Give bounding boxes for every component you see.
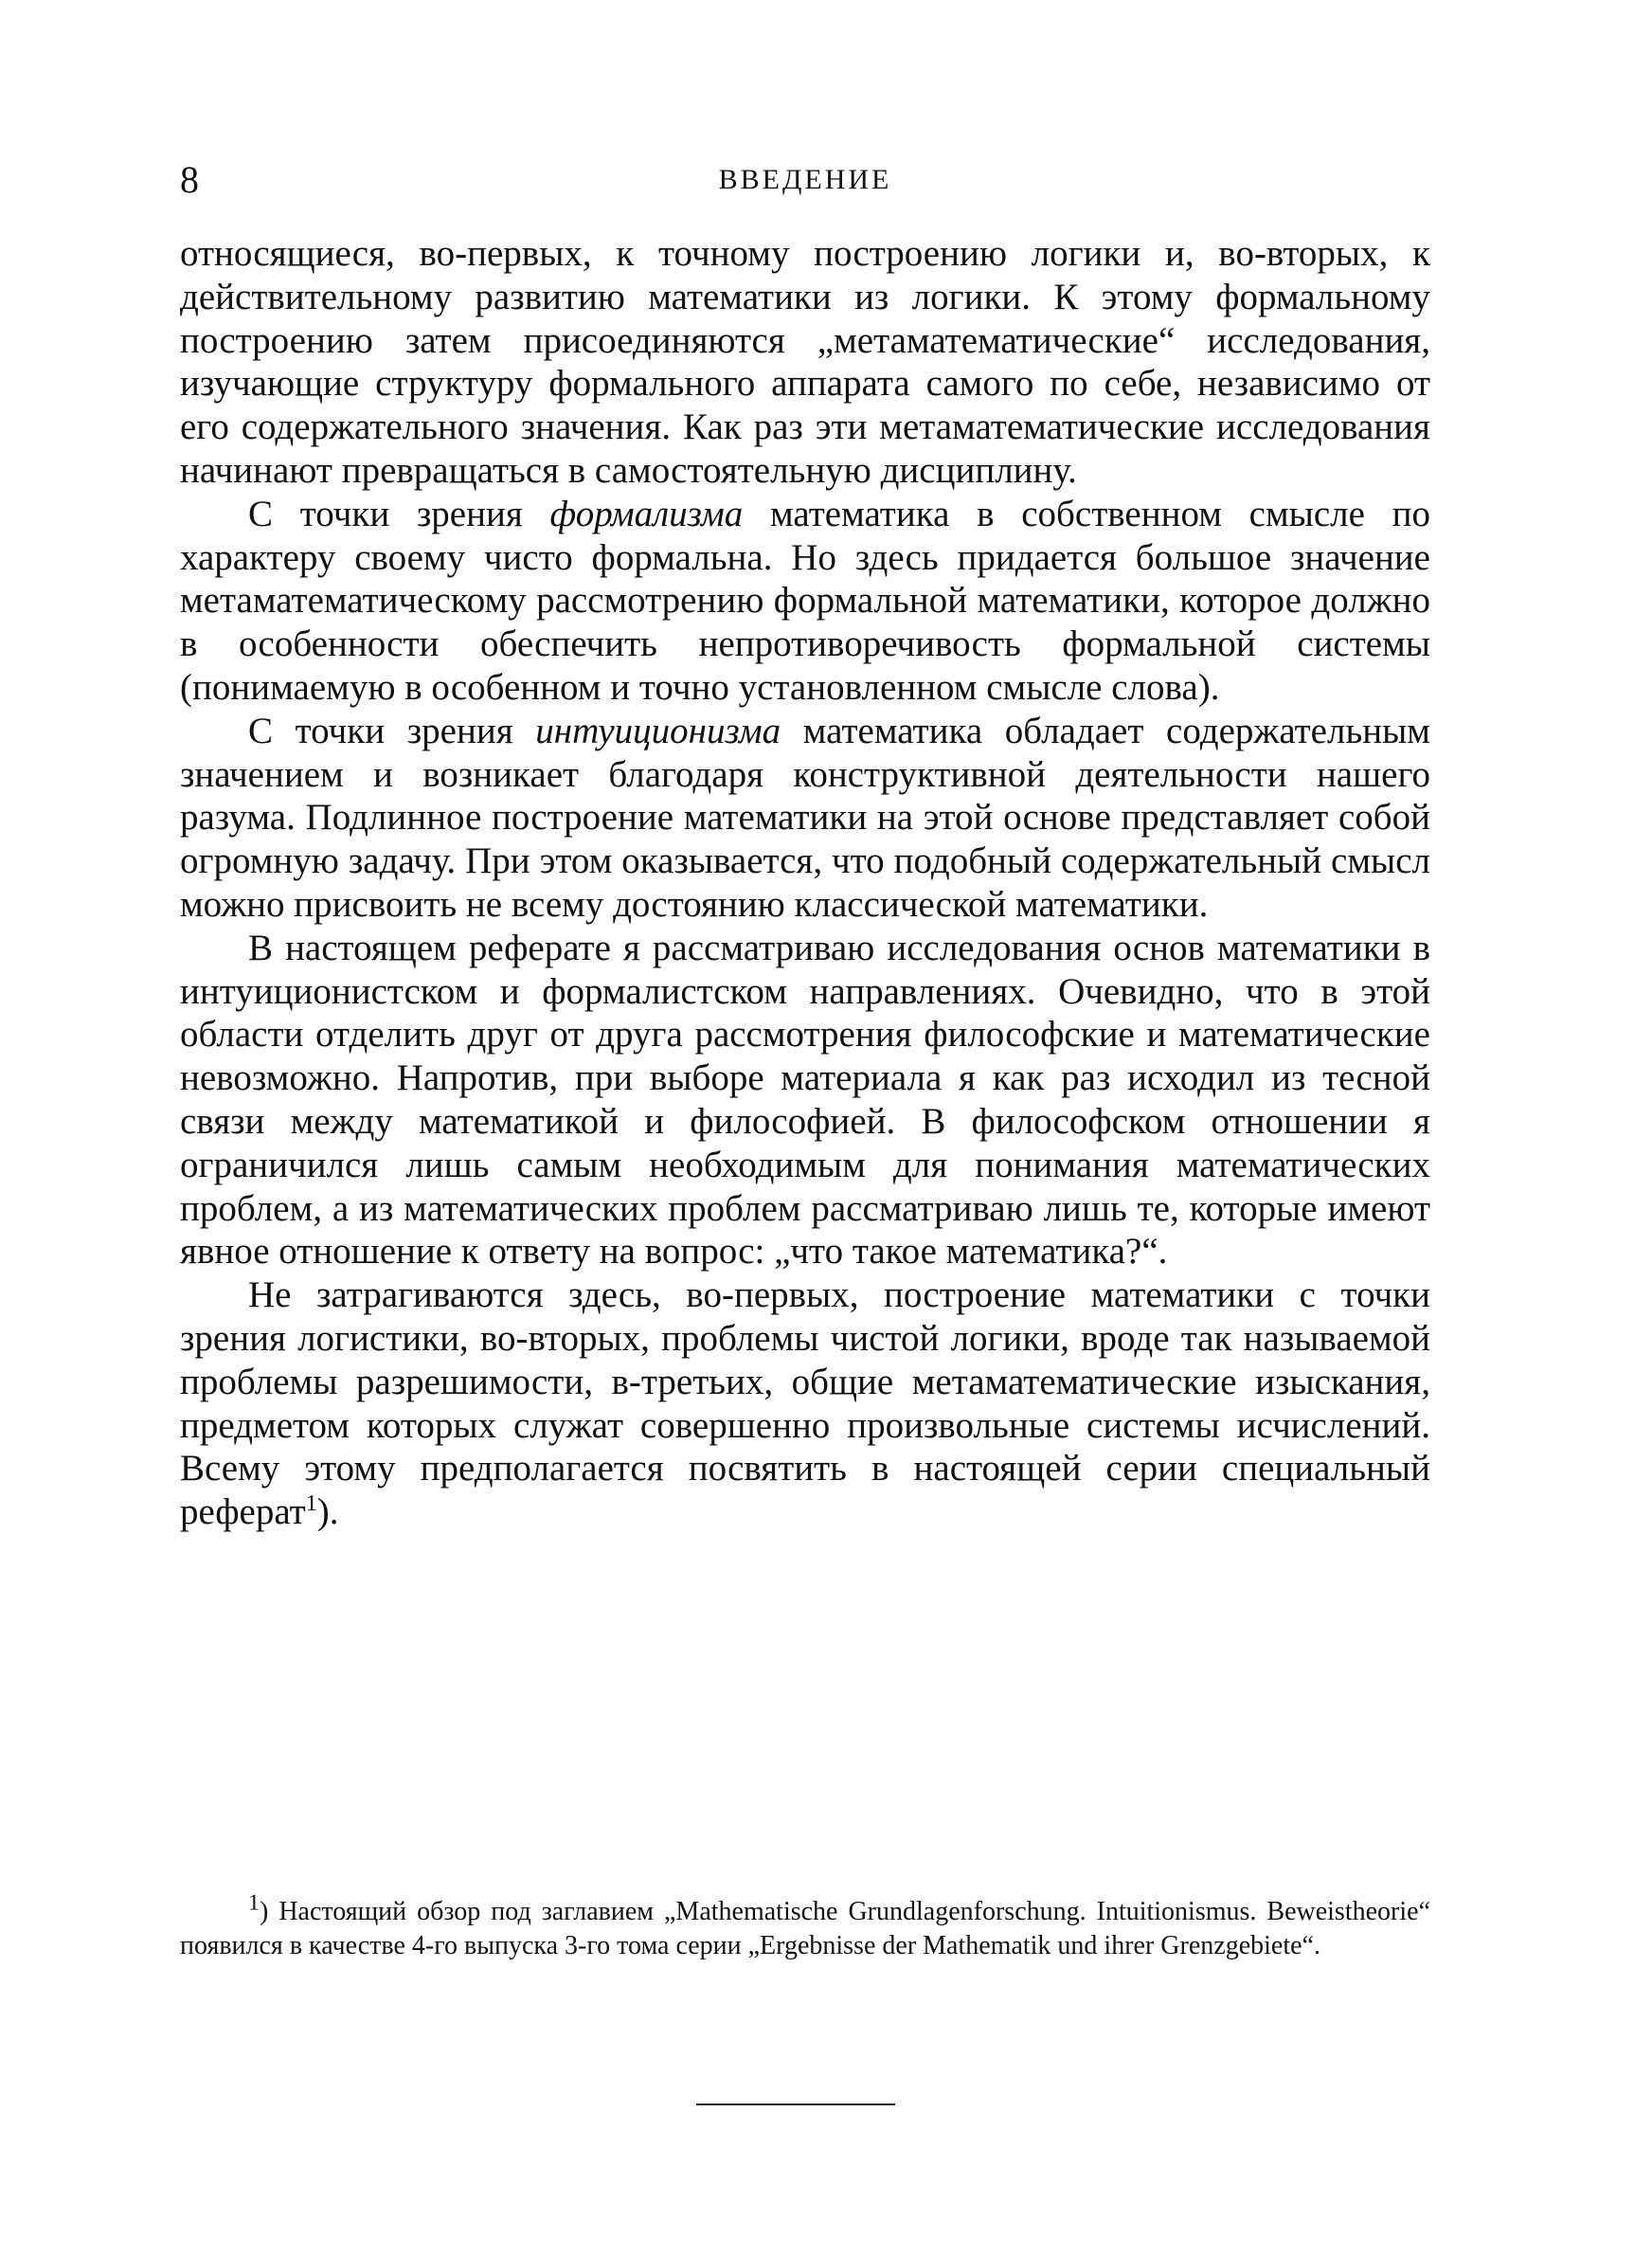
term-formalism: формализма <box>549 493 744 534</box>
paragraph-5-trail: ). <box>316 1491 339 1533</box>
running-head <box>180 152 1430 208</box>
term-intuitionism: интуиционизма <box>535 710 781 751</box>
paragraph-2 <box>180 493 1430 710</box>
paragraph-4 <box>180 927 1430 1273</box>
footnote-reference: 1 <box>305 1491 317 1517</box>
page-number: 8 <box>180 158 199 201</box>
paragraph-1 <box>180 232 1430 493</box>
closing-rule <box>696 2104 895 2105</box>
paragraph-4-text: В настоящем реферате я рассматриваю исследования основ математики в интуиционистском и формалистском направлениях. Очевидно, что в этой области отделить друг от друга рассмотрения философские и математические невозможно. Напротив, при выборе материала я как раз исходил из тесной связи между математикой и философией. В философском отношении я ограничился лишь самым необходимым для понимания математических проблем, а из математических проблем рассматриваю лишь те, которые имеют явное отношение к ответу на вопрос: „что такое математика?“. <box>180 927 1430 1273</box>
paragraph-5 <box>180 1273 1430 1534</box>
paragraph-2-lead: С точки зрения <box>248 493 550 534</box>
footnote <box>180 1890 1430 1963</box>
section-title: ВВЕДЕНИЕ <box>718 164 892 195</box>
paragraph-2-rest: математика в собственном смысле по характеру своему чисто формальна. Но здесь придается большое значение метаматематическому рассмотрению формальной математики, которое должно в особенности обеспечить непротиворечивость формальной системы (понимаемую в особенном и точно установленном смысле слова). <box>180 493 1430 708</box>
body-text <box>180 232 1430 1534</box>
footnote-mark: 1 <box>248 1890 260 1916</box>
paragraph-3 <box>180 710 1430 927</box>
paragraph-5-text: Не затрагиваются здесь, во-первых, построение математики с точки зрения логистики, во-вторых, проблемы чистой логики, вроде так называемой проблемы разрешимости, в-третьих, общие метаматематические изыскания, предметом которых служат совершенно произвольные системы исчислений. Всему этому предполагается посвятить в настоящей серии специальный реферат <box>180 1274 1430 1533</box>
paragraph-1-text: относящиеся, во-первых, к точному построению логики и, во-вторых, к действительному развитию математики из логики. К этому формальному построению затем присоединяются „метаматематические“ исследования, изучающие структуру формального аппарата самого по себе, независимо от его содержательного значения. Как раз эти метаматематические исследования начинают превращаться в самостоятельную дисциплину. <box>180 233 1430 491</box>
footnote-text: ) Настоящий обзор под заглавием „Mathematische Grundlagenforschung. Intuitionismus. Beweistheorie“ появился в качестве 4-го выпуска 3-го тома серии „Ergebnisse der Mathematik und ihrer Grenzgebiete“. <box>180 1897 1430 1960</box>
paragraph-3-lead: С точки зрения <box>248 710 536 751</box>
paragraph-3-rest: математика обладает содержательным значением и возникает благодаря конструктивной деятельности нашего разума. Подлинное построение математики на этой основе представляет собой огромную задачу. При этом оказывается, что подобный содержательный смысл можно присвоить не всему достоянию классической математики. <box>180 710 1430 925</box>
